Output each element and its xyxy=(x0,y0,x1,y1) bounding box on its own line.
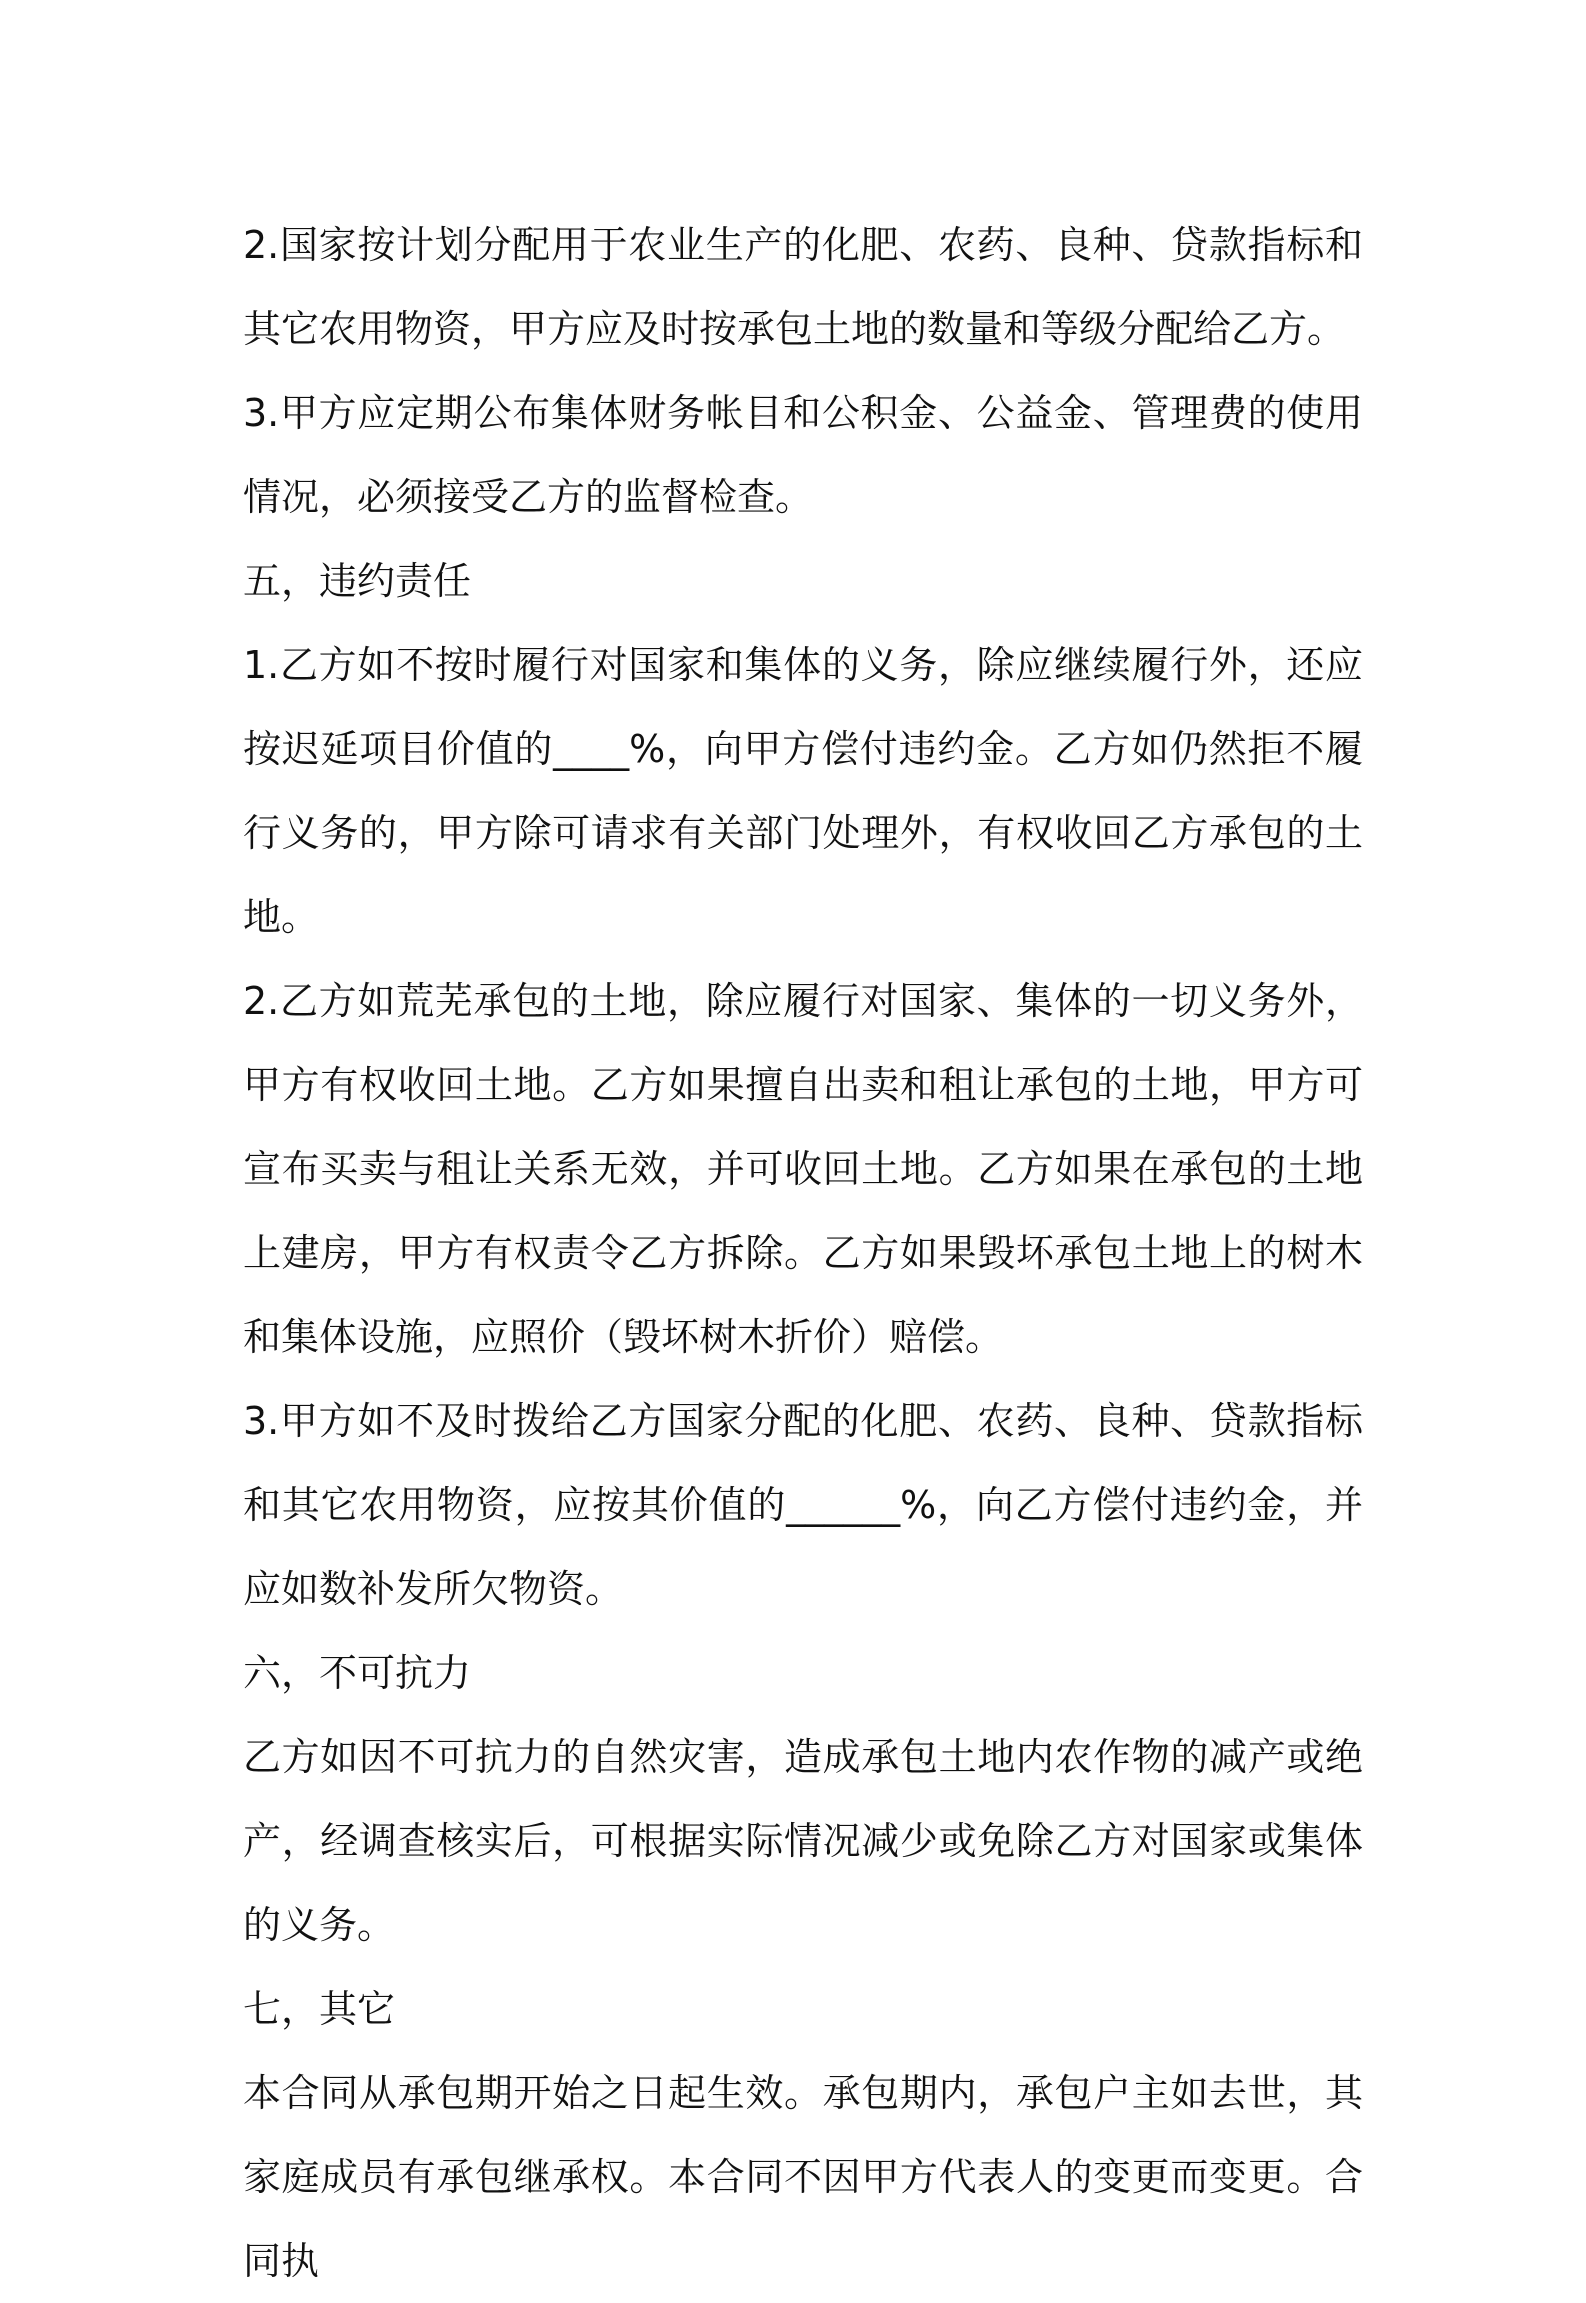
other-terms-paragraph: 本合同从承包期开始之日起生效。承包期内，承包户主如去世，其家庭成员有承包继承权。本合同不因甲方代表人的变更而变更。合同执 xyxy=(243,2071,1363,2283)
clause-4-2-paragraph: 2.国家按计划分配用于农业生产的化肥、农药、良种、贷款指标和其它农用物资，甲方应及时按承包土地的数量和等级分配给乙方。 xyxy=(243,223,1363,351)
clause-4-3-paragraph: 3.甲方应定期公布集体财务帐目和公积金、公益金、管理费的使用情况，必须接受乙方的监督检查。 xyxy=(243,391,1363,519)
section-heading-breach-liability: 五，违约责任 xyxy=(243,559,472,603)
clause-5-2-paragraph: 2.乙方如荒芜承包的土地，除应履行对国家、集体的一切义务外，甲方有权收回土地。乙方如果擅自出卖和租让承包的土地，甲方可宣布买卖与租让关系无效，并可收回土地。乙方如果在承包的土地上建房，甲方有权责令乙方拆除。乙方如果毁坏承包土地上的树木和集体设施，应照价（毁坏树木折价）赔偿。 xyxy=(243,979,1363,1359)
clause-5-1-paragraph: 1.乙方如不按时履行对国家和集体的义务，除应继续履行外，还应按迟延项目价值的____%，向甲方偿付违约金。乙方如仍然拒不履行义务的，甲方除可请求有关部门处理外，有权收回乙方承包的土地。 xyxy=(243,643,1363,939)
clause-5-3-paragraph: 3.甲方如不及时拨给乙方国家分配的化肥、农药、良种、贷款指标和其它农用物资，应按其价值的______%，向乙方偿付违约金，并应如数补发所欠物资。 xyxy=(243,1399,1363,1611)
document-body xyxy=(243,203,1363,2303)
section-heading-other: 七，其它 xyxy=(243,1987,396,2031)
force-majeure-paragraph: 乙方如因不可抗力的自然灾害，造成承包土地内农作物的减产或绝产，经调查核实后，可根据实际情况减少或免除乙方对国家或集体的义务。 xyxy=(243,1735,1363,1947)
section-heading-force-majeure: 六，不可抗力 xyxy=(243,1651,472,1695)
